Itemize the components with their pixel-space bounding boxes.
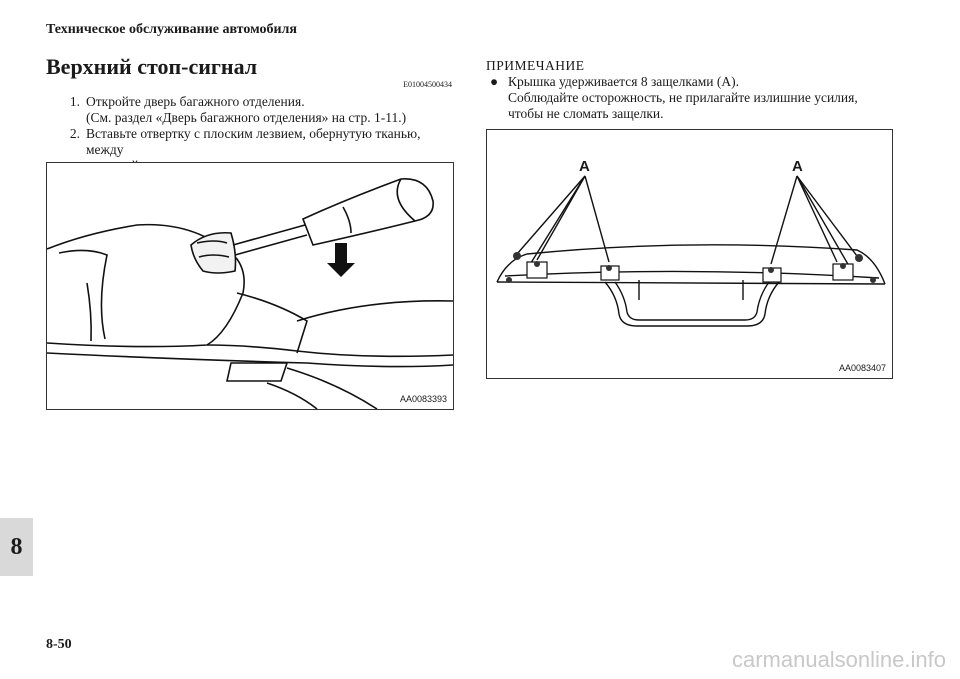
screwdriver-illustration: [47, 163, 453, 409]
clip-label: A: [579, 158, 590, 175]
clip-icon: [534, 261, 540, 267]
down-arrow-icon: [327, 243, 355, 277]
note-line: чтобы не сломать защелки.: [508, 106, 664, 121]
figure-code: AA0083407: [838, 363, 886, 373]
figure-screwdriver-removal: [46, 162, 454, 410]
note-title: ПРИМЕЧАНИЕ: [486, 58, 585, 73]
clip-icon: [768, 267, 774, 273]
section-code: E01004500434: [403, 80, 452, 89]
section-tab: 8: [0, 518, 33, 576]
clip-icon: [840, 263, 846, 269]
step-number: 2.: [69, 126, 80, 141]
section-title: Верхний стоп-сигнал: [46, 54, 258, 79]
step-line: Откройте дверь багажного отделения.: [86, 94, 305, 109]
clip-icon: [855, 254, 863, 262]
step-line: Вставьте отвертку с плоским лезвием, обернутую тканью, между: [86, 126, 421, 157]
clip-icon: [606, 265, 612, 271]
step-item: [46, 94, 456, 126]
watermark: carmanualsonline.info: [731, 647, 946, 672]
note-line: Соблюдайте осторожность, не прилагайте излишние усилия,: [508, 90, 858, 105]
note-block: [486, 58, 906, 122]
clip-icon: [506, 277, 512, 283]
note-line: Крышка удерживается 8 защелками (A).: [508, 74, 740, 89]
figure-cover-clips: [486, 129, 893, 379]
page-number: 8-50: [46, 637, 72, 652]
figure-code: AA0083393: [399, 394, 447, 404]
cover-clips-illustration: [487, 130, 892, 378]
bullet-icon: ●: [490, 74, 499, 89]
step-number: 1.: [69, 94, 80, 109]
clip-icon: [513, 252, 521, 260]
clip-label: A: [792, 158, 803, 175]
step-line: (См. раздел «Дверь багажного отделения» на стр. 1-11.): [86, 110, 407, 125]
running-header: Техническое обслуживание автомобиля: [46, 22, 297, 37]
clip-icon: [870, 277, 876, 283]
